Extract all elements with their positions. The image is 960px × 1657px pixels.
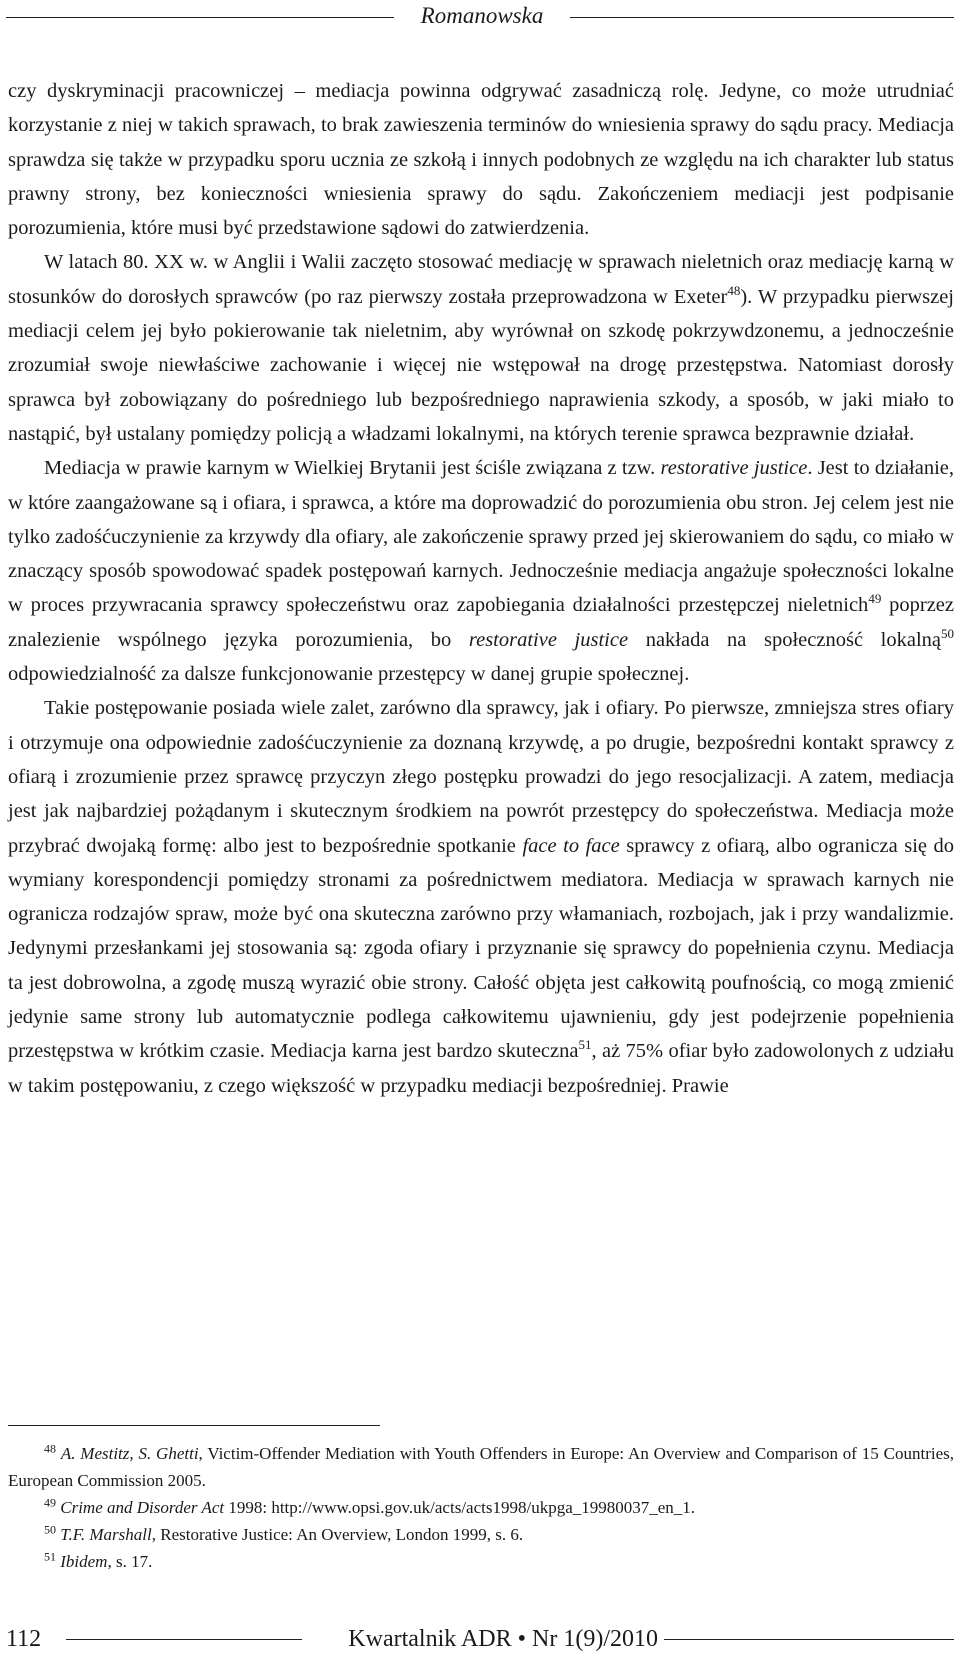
paragraph-2 [8, 245, 954, 451]
journal-title: Kwartalnik ADR • Nr 1(9)/2010 [348, 1626, 658, 1652]
footnote-50 [8, 1521, 954, 1548]
footnote-author: T.F. Marshall [60, 1525, 152, 1544]
paragraph-3-text-cont-3: nakłada na społeczność lokalną [628, 628, 941, 651]
paragraph-3-text-cont-4: odpowiedzialność za dalsze funkcjonowanie przestępcy w danej grupie społecznej. [8, 663, 690, 686]
footnote-text[interactable]: 1998: http://www.opsi.gov.uk/acts/acts1998/ukpga_19980037_en_1. [224, 1498, 696, 1517]
footnote-ref-50[interactable]: 50 [941, 625, 954, 641]
paragraph-4-text-cont: sprawcy z ofiarą, albo ogranicza się do wymiany korespondencji pomiędzy stronami za pośrednictwem mediatora. Mediacja w sprawach karnych nie ogranicza rodzajów spraw, może być ona skuteczna zarówno przy włamaniach, rozbojach, jak i przy wandalizmie. Jedynymi przesłankami jej stosowania są: zgoda ofiary i przyznanie się sprawcy do popełnienia czynu. Mediacja ta jest dobrowolna, a zgodę muszą wyrazić obie strony. Całość objęta jest całkowitą poufnością, co mogą zmienić jedynie same strony lub automatycznie podlega całkowitemu ujawnieniu, gdy jest podejrzenie popełnienia przestępstwa w krótkim czasie. Mediacja karna jest bardzo skuteczna [8, 834, 955, 1063]
paragraph-4 [8, 691, 954, 1103]
footnote-separator [8, 1425, 380, 1426]
footnote-ref-49[interactable]: 49 [868, 591, 882, 607]
footnote-text: , Restorative Justice: An Overview, London 1999, s. 6. [151, 1525, 524, 1544]
paragraph-3-text-cont-2: poprzez znalezienie wspólnego języka porozumienia, bo [8, 594, 954, 651]
footnote-number: 50 [44, 1522, 56, 1537]
footnote-49 [8, 1494, 954, 1521]
footnote-text: , s. 17. [107, 1552, 153, 1571]
paragraph-3 [8, 451, 954, 691]
footnote-text: , Victim-Offender Mediation with Youth Offenders in Europe: An Overview and Comparison of 15 Countries, European Commission 2005. [8, 1444, 954, 1490]
footnote-51 [8, 1548, 954, 1575]
paragraph-2-text: W latach 80. XX w. w Anglii i Walii zaczęto stosować mediację w sprawach nieletnich oraz mediację karną w stosunków do dorosłych sprawców (po raz pierwszy została przeprowadzona w Exeter [8, 251, 954, 308]
paragraph-4-text-cont-2: , aż 75% ofiar było zadowolonych z udziału w takim postępowaniu, z czego większość w przypadku mediacji bezpośredniej. Prawie [8, 1040, 954, 1097]
footnote-48 [8, 1440, 954, 1494]
body-text [8, 74, 954, 1103]
footer-rule-left [66, 1639, 302, 1640]
running-title: Romanowska [420, 3, 544, 28]
footnote-author: Crime and Disorder Act [60, 1498, 225, 1517]
paragraph-2-text-cont: ). W przypadku pierwszej mediacji celem jej było pokierowanie tak nieletnim, aby wyrównał on szkodę pokrzywdzonemu, a jednocześnie zrozumiał swoje niewłaściwe zachowanie i więcej nie wstępował na drogę przestępstwa. Natomiast dorosły sprawca był zobowiązany do pośredniego lub bezpośredniego naprawienia szkody, a sposób, w jaki miało to nastąpić, był ustalany pomiędzy policją a władzami lokalnymi, na których terenie sprawca bezprawnie działał. [8, 285, 954, 445]
header-rule-right [570, 17, 954, 18]
paragraph-4-text: Takie postępowanie posiada wiele zalet, zarówno dla sprawcy, jak i ofiary. Po pierwsze, zmniejsza stres ofiary i otrzymuje ona odpowiednie zadośćuczynienie za doznaną krzywdę, a po drugie, bezpośredni kontakt sprawcy z ofiarą i zrozumienie przez sprawcę przyczyn złego postępku prowadzi do jego resocjalizacji. A zatem, mediacja jest jak najbardziej pożądanym i skutecznym środkiem na powrót przestępcy do społeczeństwa. Mediacja może przybrać dwojaką formę: albo jest to bezpośrednie spotkanie [8, 697, 954, 857]
paragraph-1 [8, 74, 954, 245]
paragraph-3-text: Mediacja w prawie karnym w Wielkiej Brytanii jest ściśle związana z tzw. [44, 457, 661, 480]
paragraph-3-text-cont: . Jest to działanie, w które zaangażowane są i ofiara, i sprawca, a które ma doprowadzić do porozumienia obu stron. Jej celem jest nie tylko zadośćuczynienie za krzywdy dla ofiary, ale zakończenie sprawy przed jej skierowaniem do sądu, co miało w znaczący sposób spowodować spadek postępowań karnych. Jednocześnie mediacja angażuje społeczności lokalne w proces przywracania sprawcy społeczeństwu oraz zapobiegania działalności przestępczej nieletnich [8, 457, 954, 617]
header-rule-left [6, 17, 394, 18]
footnote-number: 49 [44, 1495, 56, 1510]
footnote-number: 51 [44, 1549, 56, 1564]
footnotes [8, 1440, 954, 1575]
page-number: 112 [6, 1626, 42, 1652]
footnote-ref-51[interactable]: 51 [578, 1037, 592, 1053]
paragraph-1-text: czy dyskryminacji pracowniczej – mediacja powinna odgrywać zasadniczą rolę. Jedyne, co może utrudniać korzystanie z niej w takich sprawach, to brak zawieszenia terminów do wniesienia sprawy do sądu pracy. Mediacja sprawdza się także w przypadku sporu ucznia ze szkołą i innych podobnych ze względu na ich charakter lub status prawny strony, bez konieczności wniesienia sprawy do sądu. Zakończeniem mediacji jest podpisanie porozumienia, które musi być przedstawione sądowi do zatwierdzenia. [8, 80, 954, 240]
page-footer [0, 1622, 960, 1656]
footnote-author: Ibidem [60, 1552, 108, 1571]
footnote-ref-48[interactable]: 48 [727, 282, 741, 298]
running-header [0, 0, 960, 36]
footer-rule-right [664, 1639, 954, 1640]
term-restorative-justice-2: restorative justice [468, 628, 629, 651]
footnote-author: A. Mestitz, S. Ghetti [60, 1444, 199, 1463]
term-restorative-justice: restorative justice [660, 457, 808, 480]
term-face-to-face: face to face [522, 834, 620, 857]
footnote-number: 48 [44, 1441, 56, 1456]
